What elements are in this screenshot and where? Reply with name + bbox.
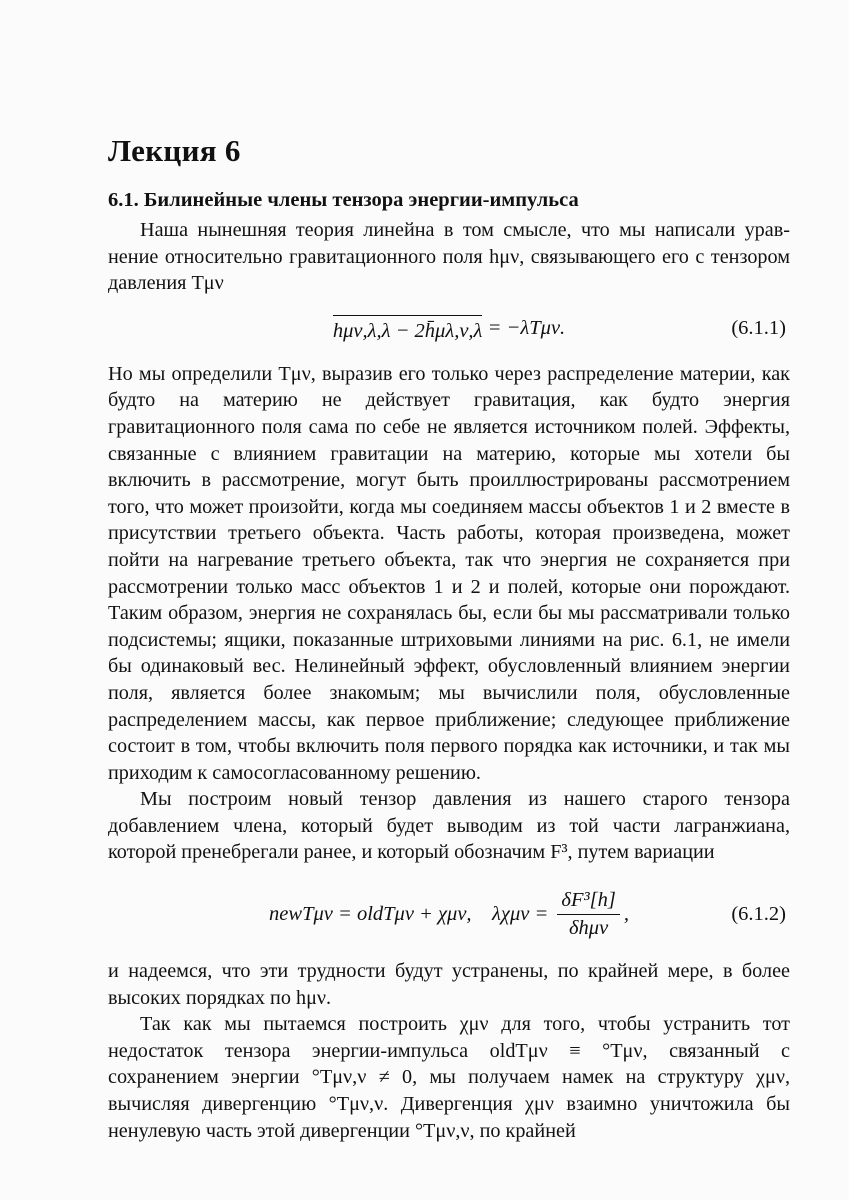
paragraph-divergence: Так как мы пытаемся построить χμν для того, чтобы устранить тот недостаток тензора энергии-импульса oldTμν ≡ °Tμν, связанный с сохранением энергии °Tμν,ν ≠ 0, мы получаем намек на структуру χμν, вычисляя дивергенцию °Tμν,ν. Дивергенция χμν взаимно уничтожила бы ненулевую часть этой дивергенции °Tμν,ν, по крайней <box>108 1013 790 1142</box>
paragraph-new-tensor: Мы построим новый тензор давления из нашего старого тензора добавлением члена, который будет выводим из той части лагранжиана, которой пренебрегали ранее, и который обозначим F³, путем вариации <box>108 788 790 864</box>
equation-6-1-1 <box>108 303 790 355</box>
paragraph-intro: Наша нынешняя теория линейна в том смысле, что мы написали уравнение относительно гравитационного поля hμν, связывающего его с тензором давления Tμν <box>108 219 790 295</box>
paragraph-body: Но мы определили Tμν, выразив его только через распределение материи, как будто на материю не действует гравитация, как будто энергия гравитационного поля сама по себе не является источником полей. Эффекты, связанные с влиянием гравитации на материю, которые мы хотели бы включить в рассмотрение, могут быть проиллюстрированы рассмотрением того, что может произойти, когда мы соединяем массы объектов 1 и 2 вместе в присутствии третьего объекта. Часть работы, которая произведена, может пойти на нагревание третьего объекта, так что энергия не сохраняется при рассмотрении только масс объектов 1 и 2 и полей, которые они порождают. Таким образом, энергия не сохранялась бы, если бы мы рассматривали только подсистемы; ящики, показанные штриховыми линиями на рис. 6.1, не имели бы одинаковый вес. Нелинейный эффект, обусловленный влиянием энергии поля, является более знакомым; мы вычислили поля, обусловленные распределением массы, как первое приближение; следующее приближение состоит в том, чтобы включить поля первого порядка как источники, и так мы приходим к самосогласованному решению. <box>108 362 790 784</box>
equation-6-1-1-right: = −λTμν. <box>482 317 566 340</box>
fraction-denominator: δhμν <box>569 916 609 939</box>
equation-6-1-2 <box>108 876 790 952</box>
fraction <box>557 889 619 940</box>
equation-number: (6.1.1) <box>731 317 786 340</box>
equation-6-1-2-trailing: , <box>623 902 629 925</box>
equation-number: (6.1.2) <box>731 902 786 925</box>
equation-6-1-1-left: hμν,λ,λ − 2h̄μλ,ν,λ <box>333 315 483 343</box>
equation-6-1-2-left: newTμν = oldTμν + χμν, λχμν = <box>269 902 554 925</box>
paragraph-hope: и надеемся, что эти трудности будут устранены, по крайней мере, в более высоких порядках по hμν. <box>108 960 790 1009</box>
page-content <box>108 132 790 1144</box>
lecture-title: Лекция 6 <box>108 133 241 168</box>
section-title: 6.1. Билинейные члены тензора энергии-импульса <box>108 189 579 211</box>
fraction-numerator: δF³[h] <box>557 889 619 915</box>
